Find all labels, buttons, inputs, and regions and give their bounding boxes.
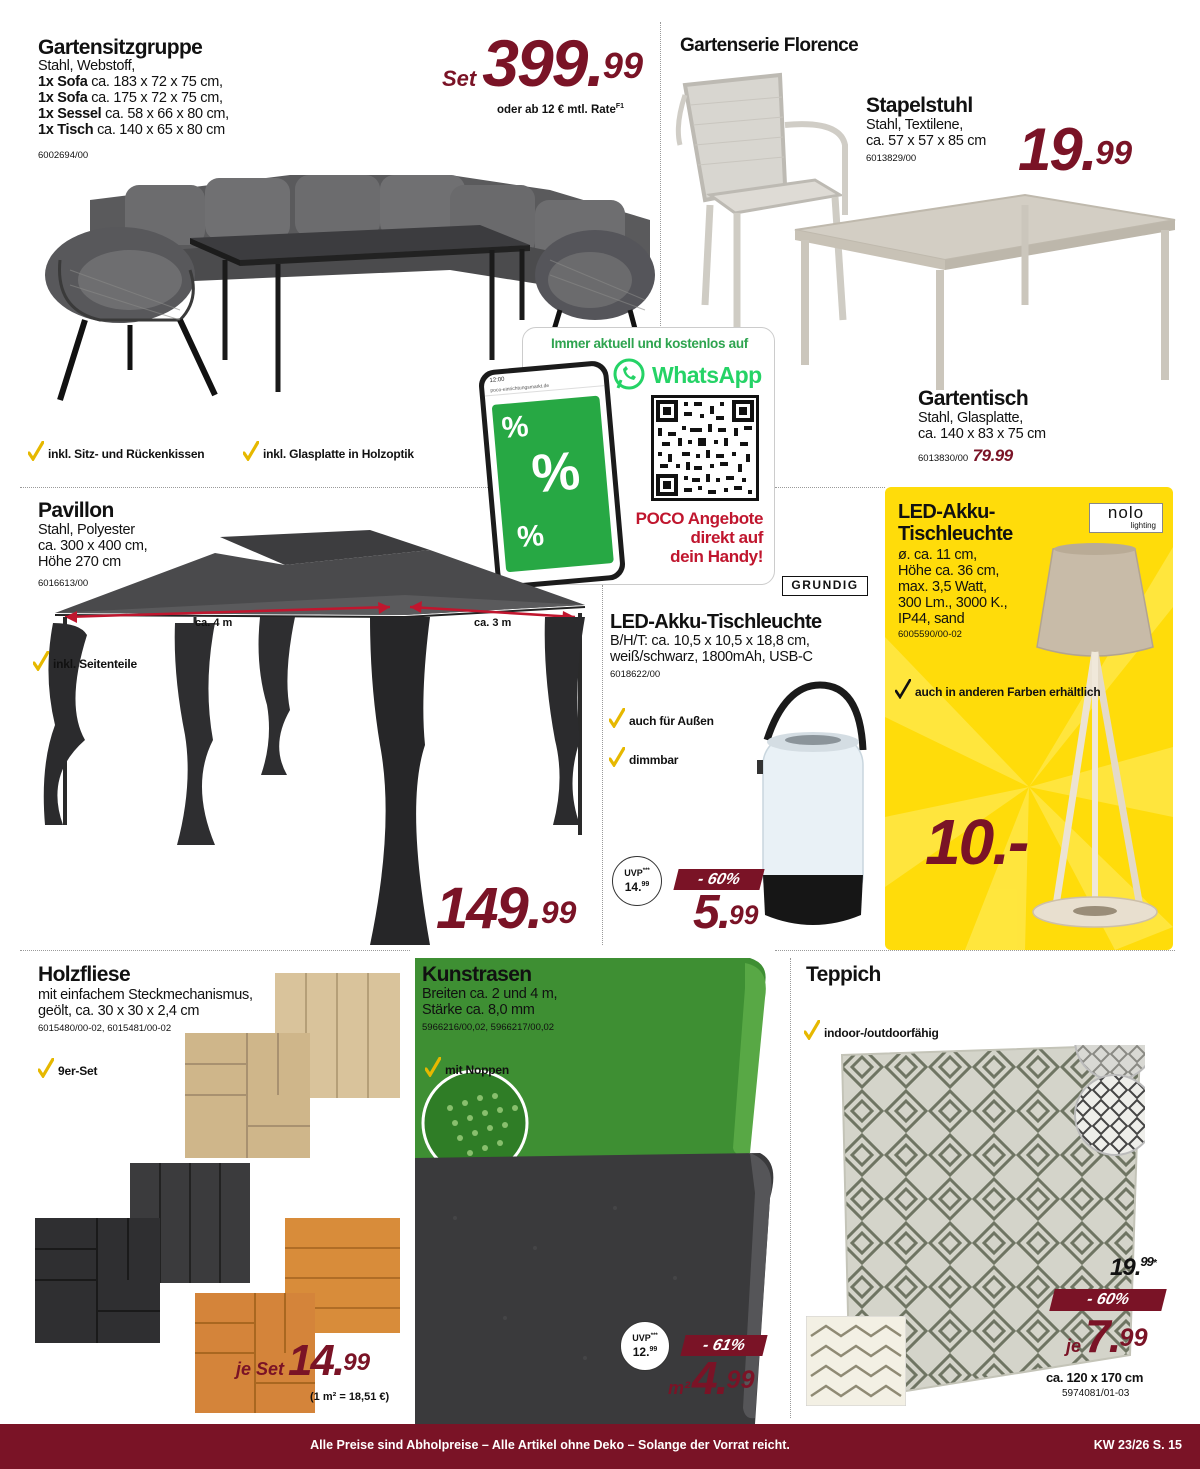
- description-line: Stärke ca. 8,0 mm: [422, 1002, 535, 1018]
- series-title: Gartenserie Florence: [680, 35, 859, 56]
- description-line: B/H/T: ca. 10,5 x 10,5 x 18,8 cm,: [610, 633, 810, 649]
- product-title: Teppich: [806, 963, 881, 986]
- separator: [775, 950, 1175, 951]
- price-main: 7.: [1085, 1310, 1120, 1362]
- check-icon: [895, 679, 911, 699]
- check-icon: [609, 708, 625, 728]
- description-line: ca. 140 x 83 x 75 cm: [918, 426, 1046, 442]
- old-price-footnote: *: [1152, 1258, 1156, 1269]
- old-price: [1110, 1254, 1156, 1282]
- description-line: Stahl, Glasplatte,: [918, 410, 1024, 426]
- set-item: [38, 90, 229, 106]
- whatsapp-brand: WhatsApp: [652, 361, 762, 388]
- set-item: [38, 74, 229, 90]
- check-icon: [425, 1057, 441, 1077]
- item-dim: ca. 183 x 72 x 75 cm,: [91, 74, 223, 90]
- separator: [20, 950, 410, 951]
- rate-note: [497, 103, 624, 116]
- feature-label: indoor-/outdoorfähig: [824, 1026, 939, 1040]
- rate-text: oder ab 12 € mtl. Rate: [497, 103, 616, 116]
- item-dim: ca. 175 x 72 x 75 cm,: [91, 90, 223, 106]
- feature-item: [425, 1057, 509, 1077]
- unit-price: (1 m² = 18,51 €): [310, 1391, 390, 1403]
- price-main: 14.: [288, 1336, 344, 1385]
- rate-footnote: F1: [615, 103, 625, 110]
- product-title: Stapelstuhl: [866, 94, 973, 117]
- description-line: mit einfachem Steckmechanismus,: [38, 987, 253, 1003]
- feature-item: [895, 679, 1100, 699]
- description-line: ø. ca. 11 cm,: [898, 547, 977, 563]
- description-line: 300 Lm., 3000 K.,: [898, 595, 1008, 611]
- uvp-price: [613, 878, 661, 894]
- description-line: Höhe ca. 36 cm,: [898, 563, 1000, 579]
- feature-item: [609, 747, 678, 767]
- nolo-lamp-image: [1025, 537, 1170, 937]
- price-cents: 99: [1095, 133, 1133, 171]
- percent-glyph: %: [500, 409, 530, 446]
- rug-detail-image: [806, 1316, 906, 1406]
- price-prefix: je Set: [236, 1359, 285, 1379]
- product-title: Gartensitzgruppe: [38, 36, 203, 59]
- dimension-label: ca. 3 m: [474, 617, 512, 629]
- separator: [602, 585, 603, 945]
- item-qty: 1x Sofa: [38, 74, 88, 90]
- article-number: 5966216/00,02, 5966217/00,02: [422, 1022, 555, 1033]
- product-description: [422, 986, 557, 1018]
- uvp-cents: 99: [649, 1346, 658, 1353]
- article-number: 6002694/00: [38, 150, 89, 161]
- check-icon: [243, 441, 259, 461]
- description-line: ca. 57 x 57 x 85 cm: [866, 133, 987, 149]
- item-qty: 1x Sessel: [38, 106, 102, 122]
- brand-name: nolo: [1107, 503, 1145, 522]
- title-line: Tischleuchte: [898, 523, 1013, 545]
- price-main: 5.: [693, 886, 730, 939]
- qr-code[interactable]: [651, 395, 759, 501]
- uvp-text: UVP: [624, 868, 643, 878]
- separator: [20, 487, 520, 488]
- price-cents: 99: [726, 1366, 755, 1395]
- feature-label: auch für Außen: [629, 714, 714, 728]
- description-line: ca. 300 x 400 cm,: [38, 538, 148, 554]
- price-cents: 99: [729, 900, 759, 931]
- product-description: [610, 633, 813, 665]
- product-description: [898, 547, 1007, 627]
- feature-label: mit Noppen: [445, 1063, 509, 1077]
- feature-item: [804, 1020, 939, 1040]
- item-dim: ca. 140 x 65 x 80 cm: [97, 122, 225, 138]
- percent-glyph: %: [515, 518, 546, 555]
- feature-label: 9er-Set: [58, 1064, 98, 1078]
- price-main: 4.: [692, 1352, 727, 1404]
- article-number: 6013829/00: [866, 153, 917, 164]
- feature-label: inkl. Seitenteile: [53, 657, 137, 671]
- discount-badge: - 60%: [1049, 1289, 1166, 1311]
- price-prefix: Set: [442, 66, 477, 91]
- description-line: weiß/schwarz, 1800mAh, USB-C: [610, 649, 813, 665]
- price-cents: 99: [602, 44, 644, 86]
- price-prefix: m²: [668, 1378, 690, 1398]
- uvp-label: [621, 1331, 669, 1343]
- phone-time: 12:00: [489, 376, 505, 385]
- price-tag: 10.-: [925, 806, 1028, 878]
- article-price-line: [918, 446, 1013, 466]
- dimension-label: ca. 4 m: [195, 617, 233, 629]
- uvp-main: 14.: [624, 880, 642, 894]
- page-footer: [0, 1424, 1200, 1469]
- separator: [790, 958, 791, 1418]
- feature-label: auch in anderen Farben erhältlich: [915, 685, 1101, 699]
- article-number: 5974081/01-03: [1062, 1388, 1130, 1399]
- percent-glyph: %: [529, 440, 583, 505]
- promo-line: POCO Angebote: [635, 509, 763, 528]
- description-line: Stahl, Webstoff,: [38, 58, 136, 74]
- promo-top-text: Immer aktuell und kostenlos auf: [551, 336, 748, 351]
- description-line: max. 3,5 Watt,: [898, 579, 987, 595]
- uvp-main: 12.: [632, 1345, 650, 1359]
- price-small: 79.99: [972, 446, 1013, 465]
- feature-label: dimmbar: [629, 753, 679, 767]
- uvp-badge: [620, 1321, 670, 1371]
- price-main: 149.: [436, 876, 541, 941]
- price-prefix: je: [1066, 1336, 1082, 1356]
- rug-size: ca. 120 x 170 cm: [1046, 1370, 1144, 1385]
- product-description: [38, 58, 229, 138]
- price-cents: 99: [1119, 1324, 1148, 1353]
- description-line: geölt, ca. 30 x 30 x 2,4 cm: [38, 1003, 200, 1019]
- footer-note: Alle Preise sind Abholpreise – Alle Artikel ohne Deko – Solange der Vorrat reicht.: [310, 1438, 790, 1452]
- promo-line: dein Handy!: [670, 547, 763, 566]
- nolo-lamp-offer: [885, 487, 1173, 950]
- check-icon: [609, 747, 625, 767]
- article-number: 6015480/00-02, 6015481/00-02: [38, 1023, 172, 1034]
- article-number: 6005590/00-02: [898, 629, 962, 640]
- feature-item: [28, 441, 204, 461]
- feature-item: [609, 708, 714, 728]
- uvp-label: [613, 866, 661, 878]
- price-tag: [1018, 116, 1133, 183]
- separator: [775, 487, 885, 488]
- set-item: [38, 106, 229, 122]
- grundig-lamp-image: [745, 680, 880, 940]
- product-title: Holzfliese: [38, 963, 131, 986]
- item-qty: 1x Sofa: [38, 90, 88, 106]
- price-tag: [236, 1336, 371, 1391]
- qr-pattern: [654, 398, 756, 498]
- price-cents: 99: [343, 1348, 371, 1376]
- product-description: [866, 117, 986, 149]
- article-number: 6018622/00: [610, 669, 661, 680]
- uvp-price: [621, 1343, 669, 1359]
- whatsapp-logo: [612, 358, 762, 392]
- price-main: 399.: [482, 26, 603, 100]
- price-tag: [668, 1352, 755, 1411]
- product-title: Pavillon: [38, 499, 114, 522]
- brand-logo: GRUNDIG: [782, 576, 868, 596]
- article-number: 6016613/00: [38, 578, 89, 589]
- discount-badge: - 60%: [673, 869, 764, 890]
- product-title: [898, 501, 1013, 545]
- discount-badge: - 61%: [680, 1335, 767, 1356]
- check-icon: [33, 651, 49, 671]
- phone-url: poco-einrichtungsmarkt.de: [484, 377, 604, 396]
- title-line: LED-Akku-: [898, 501, 995, 523]
- description-line: Höhe 270 cm: [38, 554, 121, 570]
- description-line: Breiten ca. 2 und 4 m,: [422, 986, 558, 1002]
- price-main: 19.: [1018, 116, 1096, 183]
- feature-item: [243, 441, 414, 461]
- item-dim: ca. 58 x 66 x 80 cm,: [105, 106, 229, 122]
- product-title: LED-Akku-Tischleuchte: [610, 611, 822, 633]
- description-line: Stahl, Polyester: [38, 522, 135, 538]
- uvp-cents: 99: [641, 881, 650, 888]
- feature-label: inkl. Sitz- und Rückenkissen: [48, 447, 205, 461]
- old-price-main: 19.: [1110, 1254, 1141, 1281]
- price-cents: 99: [540, 893, 577, 930]
- check-icon: [28, 441, 44, 461]
- price-tag: [693, 886, 759, 939]
- whatsapp-icon: [612, 358, 646, 392]
- product-title: Gartentisch: [918, 387, 1029, 410]
- description-line: Stahl, Textilene,: [866, 117, 964, 133]
- set-item: [38, 122, 229, 138]
- price-tag: [442, 26, 644, 112]
- article-number: 6013830/00: [918, 453, 969, 464]
- price-tag: [1066, 1310, 1148, 1369]
- uvp-text: UVP: [632, 1333, 651, 1343]
- feature-item: [33, 651, 137, 671]
- check-icon: [804, 1020, 820, 1040]
- brand-logo: [1089, 503, 1163, 533]
- description-line: IP44, sand: [898, 611, 965, 627]
- uvp-footnote: ***: [642, 868, 650, 874]
- price-tag: [436, 876, 577, 941]
- page-number: KW 23/26 S. 15: [1093, 1438, 1182, 1452]
- old-price-cents: 99: [1140, 1254, 1153, 1269]
- product-description: [918, 410, 1046, 442]
- product-title: Kunstrasen: [422, 963, 532, 986]
- promo-line: direkt auf: [690, 528, 763, 547]
- item-qty: 1x Tisch: [38, 122, 94, 138]
- uvp-footnote: ***: [650, 1333, 658, 1339]
- feature-label: inkl. Glasplatte in Holzoptik: [263, 447, 414, 461]
- brand-sub: lighting: [1130, 521, 1156, 530]
- uvp-badge: [612, 856, 662, 906]
